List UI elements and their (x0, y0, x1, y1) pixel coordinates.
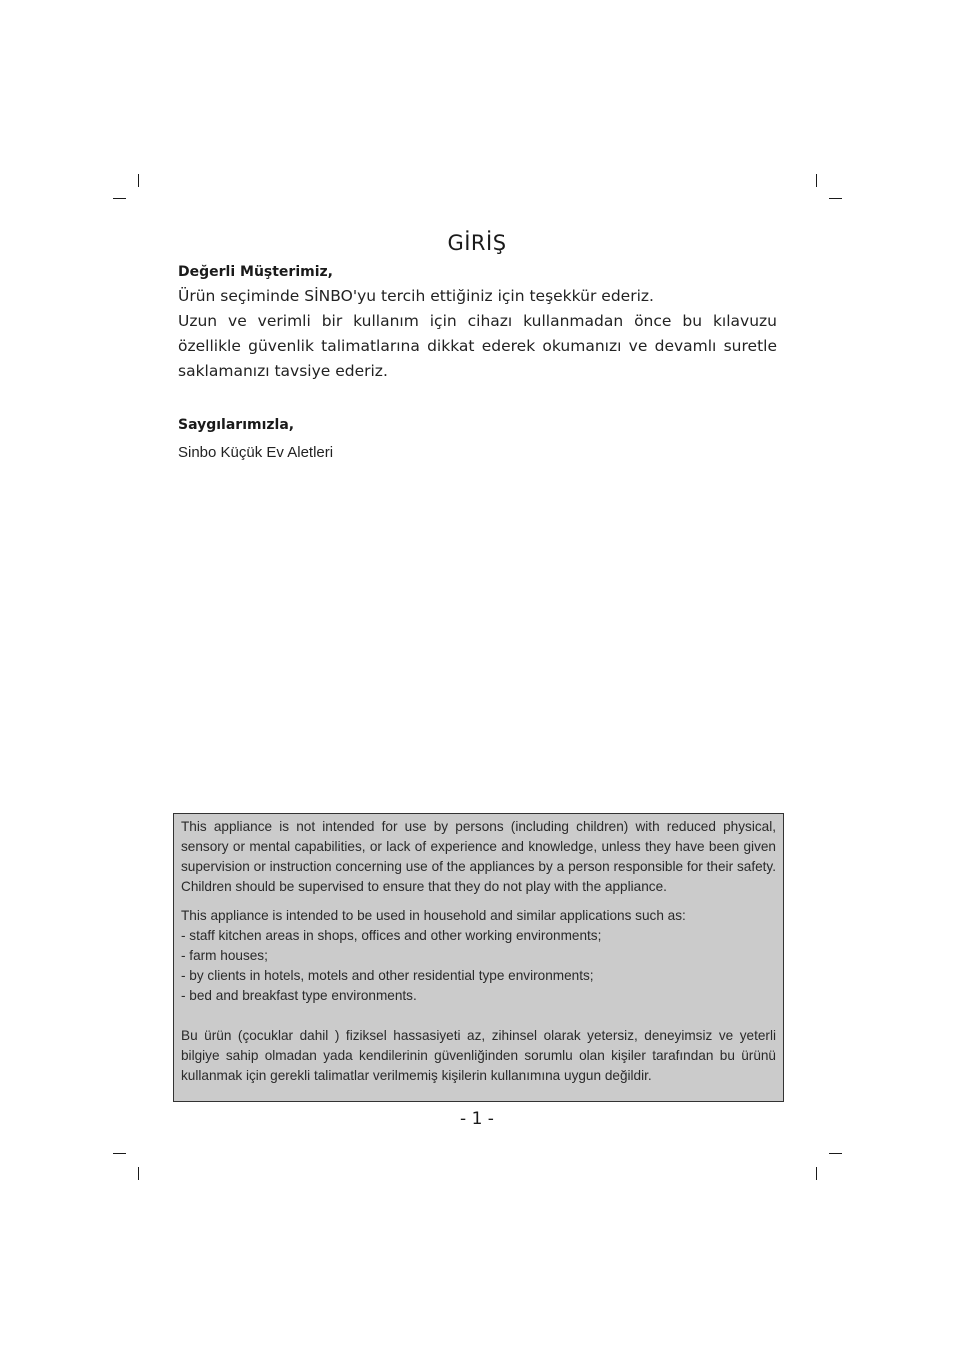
notice-en-paragraph: This appliance is not intended for use by persons (including children) with reduced physical, sensory or mental capabilities, or lack of experience and knowledge, unless they have been given supervision or instruction concerning use of the appliances by a person responsible for their safety. Children should be supervised to ensure that they do not play with the appliance. (181, 819, 776, 894)
greeting: Değerli Müşterimiz, (178, 264, 333, 280)
page-number: - 1 - (460, 1109, 494, 1129)
crop-mark-top-right-vertical (816, 174, 817, 187)
advice-paragraph: Uzun ve verimli bir kullanım için cihazı kullanmadan önce bu kılavuzu özellikle güvenlik talimatlarına dikkat ederek okumanızı ve devamlı suretle saklamanızı tavsiye ederiz. (178, 312, 777, 380)
crop-mark-top-left-vertical (138, 174, 139, 187)
notice-tr-paragraph: Bu ürün (çocuklar dahil ) fiziksel hassasiyeti az, zihinsel olarak yetersiz, deneyimsiz ve yeterli bilgiye sahip olmadan yada kendilerinin güvenliğinden sorumlu olan kişiler tarafından bu ürünü kullanmak için gerekli talimatlar verilmemiş kişilerin kullanımına uygun değildir. (181, 1028, 776, 1083)
crop-mark-bottom-left-horizontal (113, 1153, 126, 1154)
crop-mark-top-right-horizontal (829, 198, 842, 199)
closing: Saygılarımızla, (178, 417, 295, 433)
crop-mark-bottom-right-horizontal (829, 1153, 842, 1154)
crop-mark-top-left-horizontal (113, 198, 126, 199)
notice-usage-intro: This appliance is intended to be used in household and similar applications such as: (181, 908, 686, 923)
page-title: GİRİŞ (447, 231, 507, 255)
crop-mark-bottom-left-vertical (138, 1167, 139, 1180)
safety-notice-box (173, 813, 784, 1102)
list-item: - staff kitchen areas in shops, offices and other working environments; (181, 928, 602, 943)
list-item: - farm houses; (181, 948, 268, 963)
intro-section (178, 262, 777, 384)
notice-usage-list (181, 926, 776, 1006)
crop-mark-bottom-right-vertical (816, 1167, 817, 1180)
list-item: - bed and breakfast type environments. (181, 988, 417, 1003)
list-item: - by clients in hotels, motels and other residential type environments; (181, 968, 594, 983)
company-name: Sinbo Küçük Ev Aletleri (178, 444, 334, 461)
thank-you-paragraph: Ürün seçiminde SİNBO'yu tercih ettiğiniz için teşekkür ederiz. (178, 287, 654, 305)
